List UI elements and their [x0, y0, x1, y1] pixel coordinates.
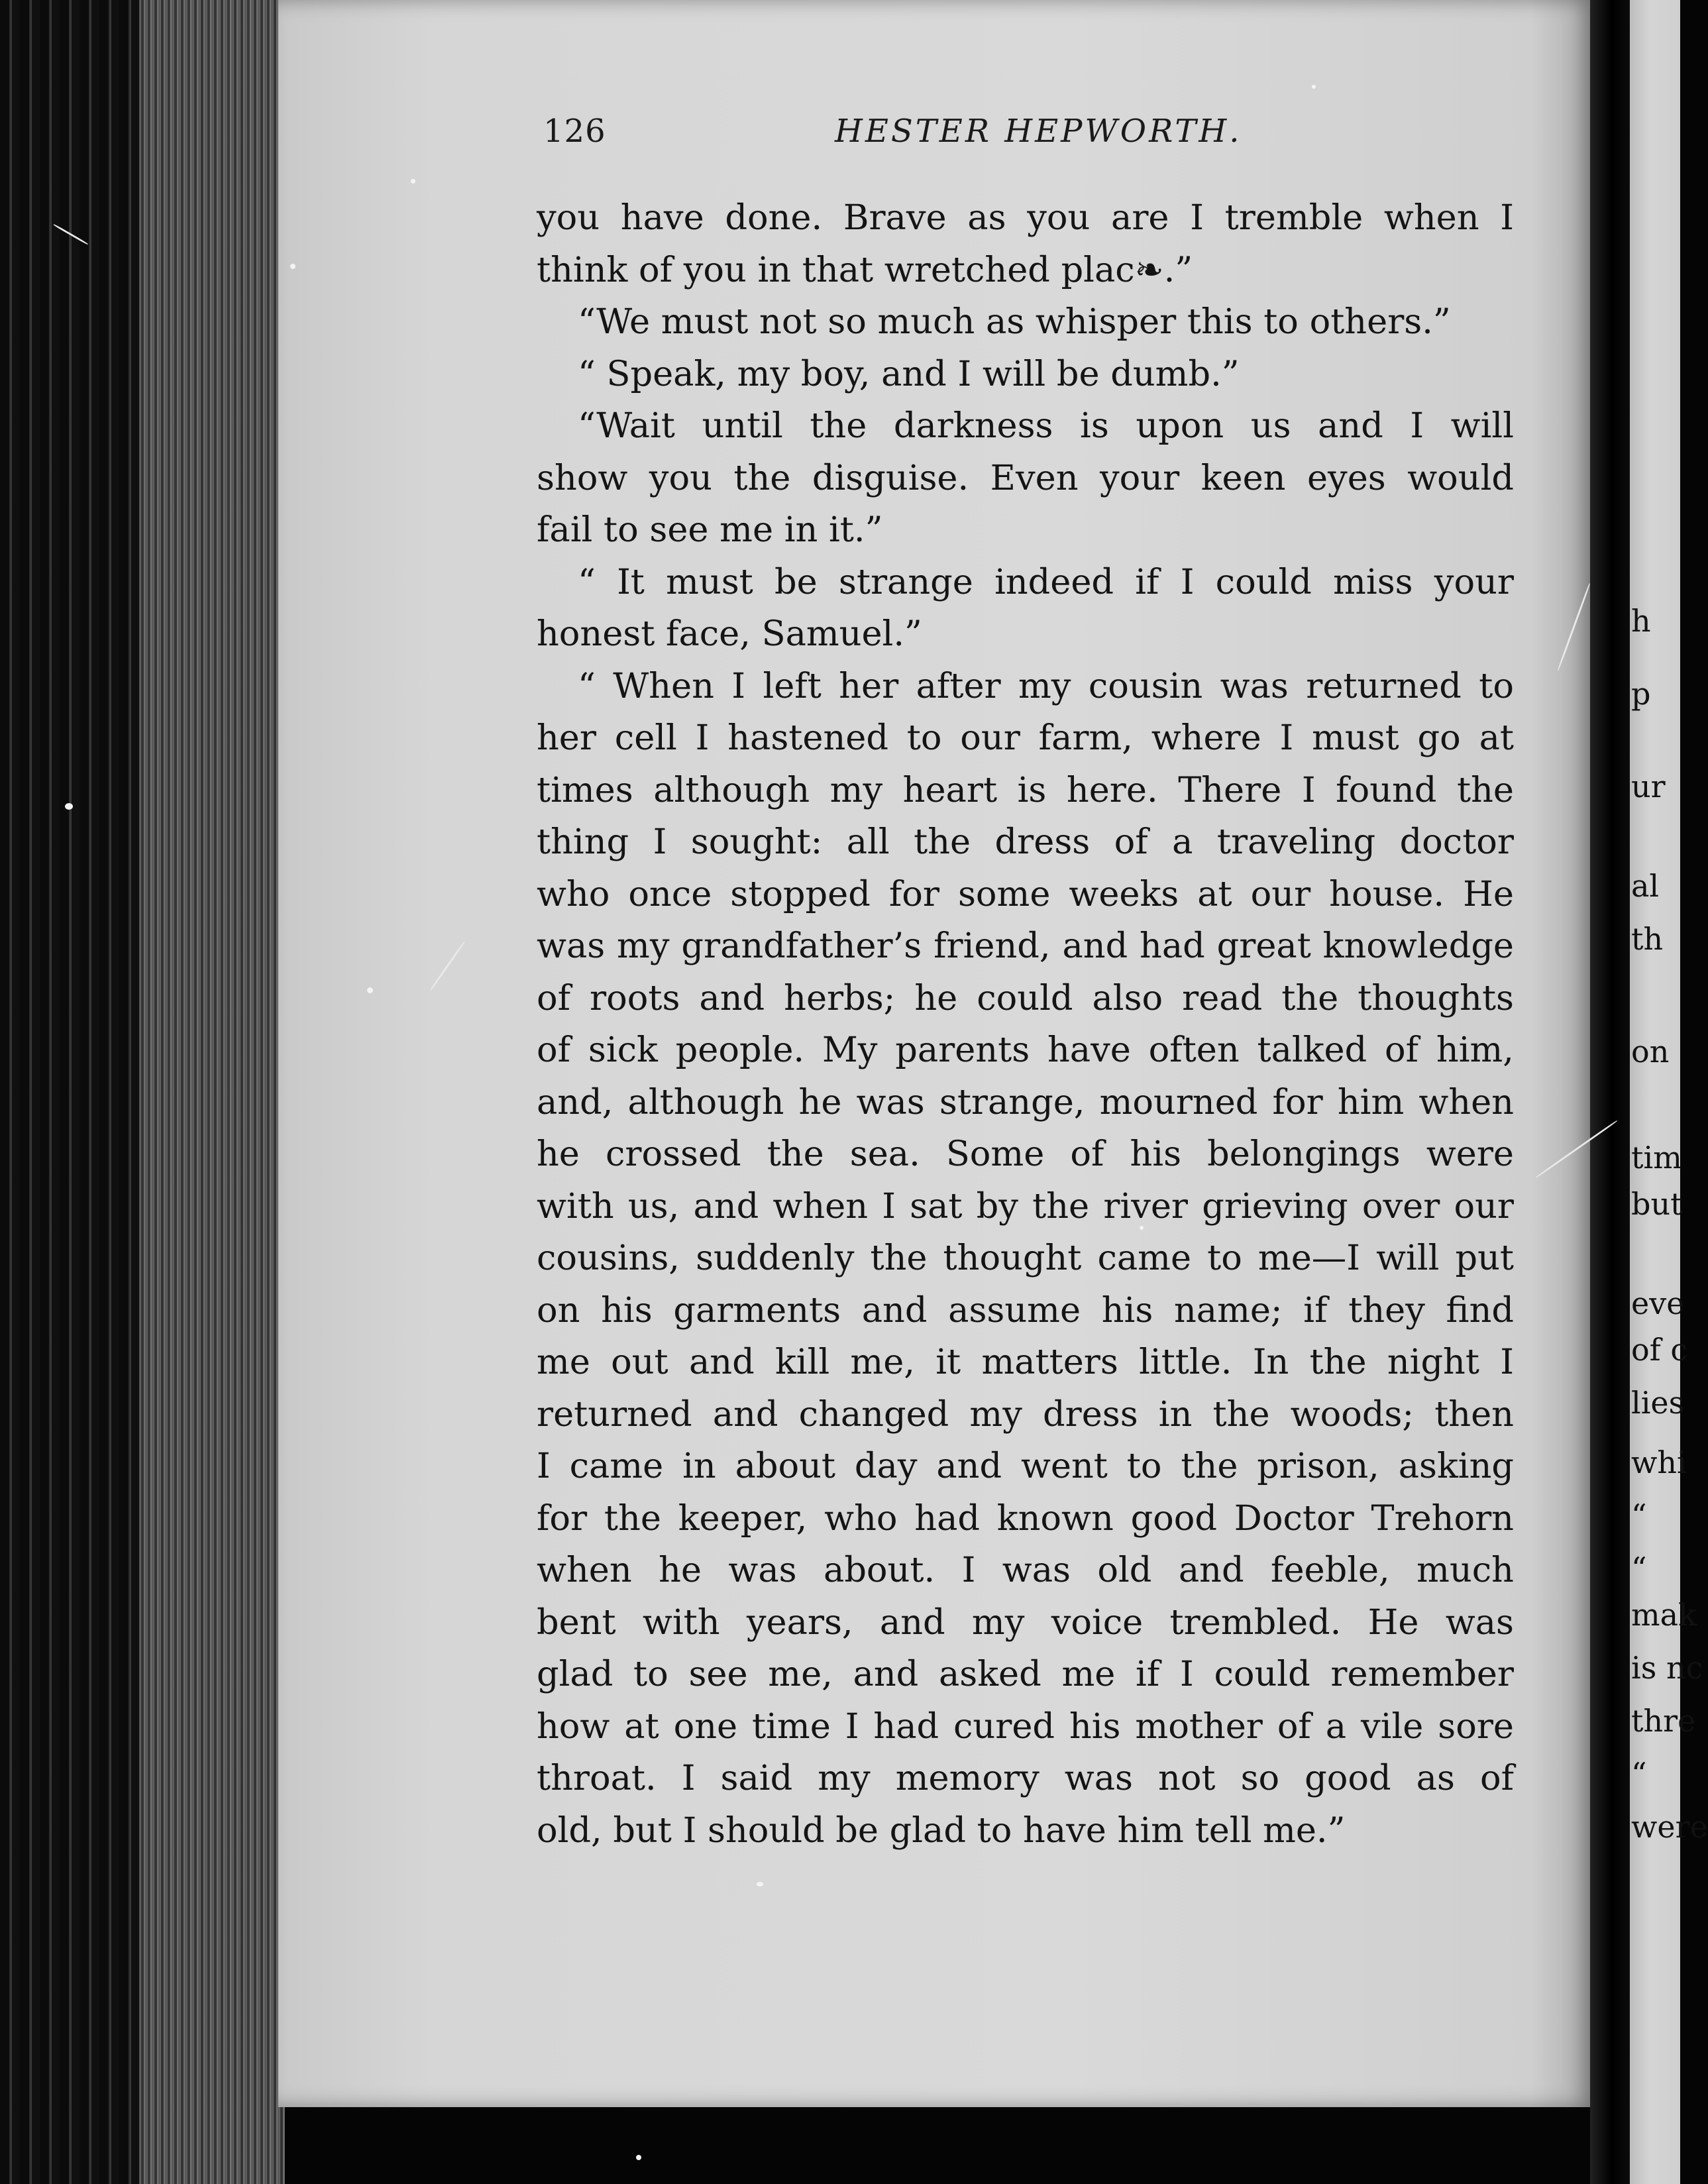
text-line: times although my heart is here. There I found the — [537, 769, 1514, 810]
text-line: cousins, suddenly the thought came to me—I will put — [537, 1238, 1514, 1278]
facing-page-fragment: but — [1631, 1186, 1683, 1222]
text-line: was my grandfather’s friend, and had great knowledge — [537, 926, 1514, 966]
film-speck — [636, 2155, 641, 2160]
text-line: me out and kill me, it matters little. In the night I — [537, 1342, 1514, 1382]
page-number: 126 — [543, 113, 606, 150]
facing-page-fragment: whi — [1631, 1445, 1687, 1480]
text-line: with us, and when I sat by the river grieving over our — [537, 1185, 1514, 1227]
facing-page-fragment: mak — [1631, 1597, 1697, 1633]
text-line: thing I sought: all the dress of a traveling doctor — [537, 822, 1514, 862]
body-text — [537, 192, 1514, 1857]
facing-page-fragment: “ — [1631, 1756, 1647, 1792]
facing-page-fragment: on — [1631, 1034, 1670, 1069]
film-speck — [411, 179, 415, 184]
running-title: HESTER HEPWORTH. — [835, 113, 1242, 150]
text-line: “Wait until the darkness is upon us and I will — [578, 406, 1514, 446]
text-line: I came in about day and went to the prison, asking — [537, 1446, 1514, 1486]
film-speck — [367, 987, 373, 993]
facing-page-fragment: “ — [1631, 1498, 1647, 1533]
text-line: “ When I left her after my cousin was returned to — [578, 665, 1514, 706]
text-line: old, but I should be glad to have him tell me.” — [537, 1810, 1346, 1851]
text-line: glad to see me, and asked me if I could remember — [537, 1654, 1514, 1694]
text-line: returned and changed my dress in the woods; then — [537, 1393, 1514, 1435]
text-line: “We must not so much as whisper this to others.” — [578, 301, 1451, 342]
text-line: bent with years, and my voice trembled. He was — [537, 1602, 1514, 1643]
text-line: throat. I said my memory was not so good as of — [537, 1758, 1514, 1798]
facing-page-fragment: h — [1631, 603, 1651, 639]
film-speck — [1140, 1226, 1144, 1230]
facing-page-fragment: eve — [1631, 1285, 1685, 1321]
text-line: of sick people. My parents have often talked of him, — [537, 1030, 1514, 1070]
film-speck — [1312, 85, 1316, 89]
facing-page-fragment: ur — [1631, 769, 1666, 804]
facing-page-fragment: of c — [1631, 1332, 1688, 1368]
page-edges — [0, 0, 285, 2184]
text-line: on his garments and assume his name; if they find — [537, 1289, 1514, 1331]
film-speck — [65, 803, 73, 810]
text-line: you have done. Brave as you are I tremble when I — [537, 197, 1514, 238]
text-line: “ Speak, my boy, and I will be dumb.” — [578, 353, 1240, 394]
text-line: “ It must be strange indeed if I could miss your — [578, 561, 1514, 602]
facing-page-fragment: lies — [1631, 1385, 1685, 1421]
text-line: her cell I hastened to our farm, where I must go at — [537, 718, 1514, 758]
text-line: for the keeper, who had known good Doctor Trehorn — [537, 1498, 1514, 1539]
text-line: how at one time I had cured his mother of a vile sore — [537, 1706, 1514, 1747]
text-line: fail to see me in it.” — [537, 510, 883, 550]
facing-page-edge — [1630, 0, 1708, 2184]
facing-page-fragment: al — [1631, 868, 1660, 904]
text-line: when he was about. I was old and feeble, much — [537, 1550, 1514, 1590]
facing-page-fragment: p — [1631, 676, 1651, 712]
facing-page-fragment: tim — [1631, 1140, 1682, 1175]
facing-page-fragment: th — [1631, 921, 1664, 957]
facing-page-fragment: thre — [1631, 1703, 1696, 1739]
text-line: think of you in that wretched plac❧.” — [537, 249, 1193, 290]
facing-page-fragment: “ — [1631, 1551, 1647, 1586]
facing-page-fragment: is nc — [1631, 1650, 1703, 1686]
text-line: he crossed the sea. Some of his belongings were — [537, 1134, 1514, 1174]
facing-page-fragment: were — [1631, 1809, 1708, 1845]
text-line: of roots and herbs; he could also read the thoughts — [537, 977, 1514, 1018]
text-line: honest face, Samuel.” — [537, 614, 922, 654]
text-line: and, although he was strange, mourned for him when — [537, 1081, 1514, 1122]
text-line: who once stopped for some weeks at our house. He — [537, 873, 1514, 914]
film-speck — [290, 264, 295, 269]
film-speck — [757, 1882, 763, 1886]
page-header — [543, 113, 1511, 166]
text-line: show you the disguise. Even your keen eyes would — [537, 457, 1514, 498]
